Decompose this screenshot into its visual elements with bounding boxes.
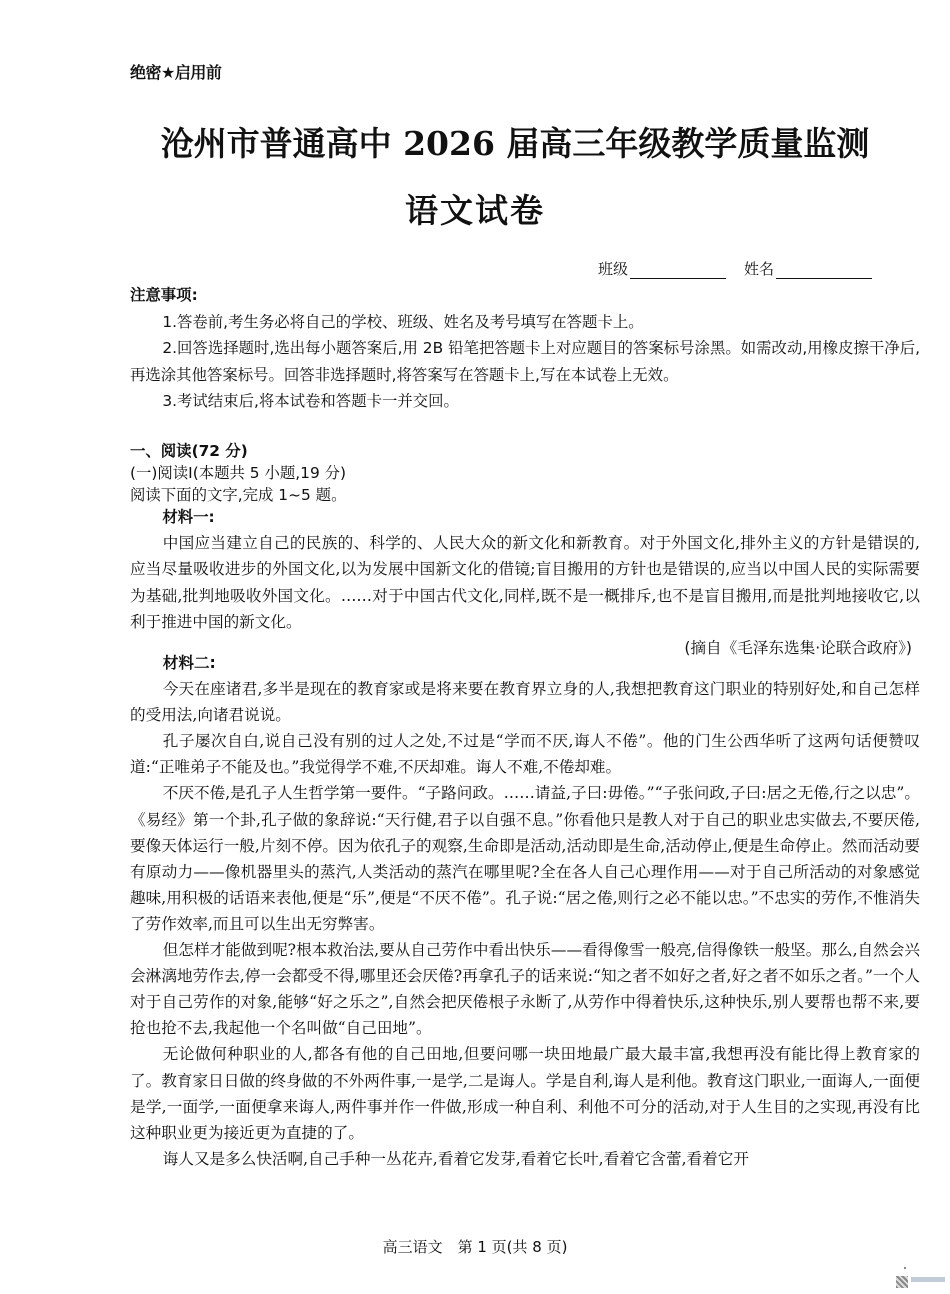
- name-label: 姓名: [744, 260, 775, 278]
- notes-heading: 注意事项:: [130, 286, 198, 304]
- section-heading: 一、阅读(72 分): [130, 442, 248, 460]
- material2-paragraph: 无论做何种职业的人,都各有他的自己田地,但要问哪一块田地最广最大最丰富,我想再没有能比得上教育家的了。教育家日日做的终身做的不外两件事,一是学,二是诲人。学是自利,诲人是利他。教育这门职业,一面诲人,一面便是学,一面学,一面便拿来诲人,两件事并作一件做,形成一种自利、利他不可分的活动,对于人生目的之实现,再没有比这种职业更为接近更为直捷的了。: [130, 1045, 920, 1142]
- material2-paragraph: 不厌不倦,是孔子人生哲学第一要件。“子路问政。……请益,子曰:毋倦。”“子张问政,子曰:居之无倦,行之以忠”。《易经》第一个卦,孔子做的象辞说:“天行健,君子以自强不息。”你看他只是教人对于自己的职业忠实做去,不要厌倦,要像天体运行一般,片刻不停。因为依孔子的观察,生命即是活动,活动即是生命,活动停止,便是生命停止。然而活动要有原动力——像机器里头的蒸汽,人类活动的蒸汽在哪里呢?全在各人自己心理作用——对于自己所活动的对象感觉趣味,用积极的话语来表他,便是“乐”,便是“不厌不倦”。孔子说:“居之倦,则行之必不能以忠。”不忠实的劳作,不惟消失了劳作效率,而且可以生出无穷弊害。: [130, 784, 920, 933]
- class-label: 班级: [598, 260, 629, 278]
- class-field[interactable]: [598, 258, 726, 279]
- scanner-watermark: [911, 1277, 945, 1282]
- page-footer: 高三语文 第 1 页(共 8 页): [382, 1238, 568, 1256]
- material2-paragraph: 孔子屡次自白,说自己没有别的过人之处,不过是“学而不厌,诲人不倦”。他的门生公西华听了这两句话便赞叹道:“正唯弟子不能及也。”我觉得学不难,不厌却难。诲人不难,不倦却难。: [130, 732, 920, 777]
- scan-speck: [904, 1267, 906, 1269]
- confidential-label: 绝密★启用前: [130, 63, 222, 82]
- qr-code-icon: [896, 1276, 908, 1288]
- exam-title: 沧州市普通高中 2026 届高三年级教学质量监测: [160, 124, 870, 163]
- exam-subtitle: 语文试卷: [405, 191, 545, 230]
- material2-paragraph: 但怎样才能做到呢?根本救治法,要从自己劳作中看出快乐——看得像雪一般亮,信得像铁一般坚。那么,自然会兴会淋漓地劳作去,停一会都受不得,哪里还会厌倦?再拿孔子的话来说:“知之者不如好之者,好之者不如乐之者。”一个人对于自己劳作的对象,能够“好之乐之”,自然会把厌倦根子永断了,从劳作中得着快乐,这种快乐,别人要帮也帮不来,要抢也抢不去,我起他一个名叫做“自己田地”。: [130, 941, 920, 1038]
- material2-body: [130, 650, 920, 1172]
- material1-body: [130, 530, 920, 661]
- material1-label: 材料一:: [162, 508, 215, 526]
- reading-section-header: [130, 440, 920, 528]
- name-blank-line[interactable]: [776, 262, 872, 279]
- material2-label: 材料二:: [162, 654, 216, 672]
- name-field[interactable]: [744, 258, 872, 279]
- note-item: 2.回答选择题时,选出每小题答案后,用 2B 铅笔把答题卡上对应题目的答案标号涂黑。如需改动,用橡皮擦干净后,再选涂其他答案标号。回答非选择题时,将答案写在答题卡上,写在本试卷上无效。: [130, 339, 920, 384]
- notes-section: [130, 282, 920, 415]
- material1-source: (摘自《毛泽东选集·论联合政府》): [684, 639, 912, 658]
- subsection-heading: (一)阅读Ⅰ(本题共 5 小题,19 分): [130, 464, 347, 482]
- material1-text: 中国应当建立自己的民族的、科学的、人民大众的新文化和新教育。对于外国文化,排外主义的方针是错误的,应当尽量吸收进步的外国文化,以为发展中国新文化的借镜;盲目搬用的方针也是错误的,应当以中国人民的实际需要为基础,批判地吸收外国文化。……对于中国古代文化,同样,既不是一概排斥,也不是盲目搬用,而是批判地接收它,以利于推进中国的新文化。: [130, 534, 920, 631]
- note-item: 3.考试结束后,将本试卷和答题卡一并交回。: [162, 392, 459, 410]
- student-info-fields: [598, 258, 872, 279]
- material2-paragraph: 今天在座诸君,多半是现在的教育家或是将来要在教育界立身的人,我想把教育这门职业的特别好处,和自己怎样的受用法,向诸君说说。: [130, 680, 920, 725]
- material2-paragraph: 诲人又是多么快活啊,自己手种一丛花卉,看着它发芽,看着它长叶,看着它含蕾,看着它开: [162, 1149, 749, 1168]
- note-item: 1.答卷前,考生务必将自己的学校、班级、姓名及考号填写在答题卡上。: [162, 312, 644, 331]
- instruction-text: 阅读下面的文字,完成 1~5 题。: [130, 486, 347, 504]
- class-blank-line[interactable]: [630, 262, 726, 279]
